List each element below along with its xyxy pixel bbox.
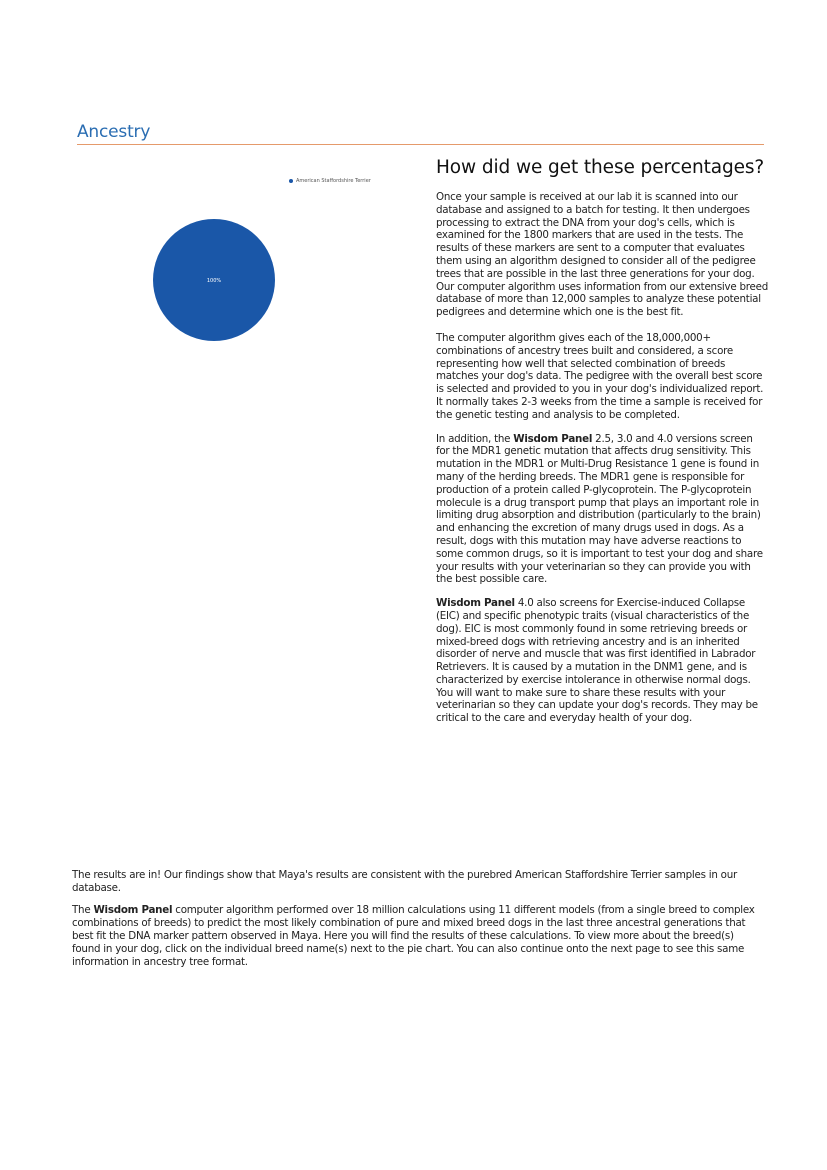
results-paragraph-1: The results are in! Our findings show that Maya's results are consistent with the purebred American Staffordshire Terrier samples in our database. [72, 869, 737, 894]
results-p2-lead: The [72, 904, 94, 916]
pie-chart-svg [150, 170, 390, 360]
info-p4-body: 4.0 also screens for Exercise-induced Collapse (EIC) and specific phenotypic traits (visual characteristics of the dog). EIC is most commonly found in some retrieving breeds or mixed-breed dogs with retrieving ancestry and is an inherited disorder of nerve and muscle that was first identified in Labrador Retrievers. It is caused by a mutation in the DNM1 gene, and is characterized by exercise intolerance in otherwise normal dogs. You will want to make sure to share these results with your veterinarian so they can update your dog's records. They may be critical to the care and everyday health of your dog. [436, 597, 758, 725]
legend-item-label[interactable]: American Staffordshire Terrier [296, 178, 371, 184]
info-paragraph-4 [436, 597, 768, 725]
results-p2-body: computer algorithm performed over 18 million calculations using 11 different models (from a single breed to complex combinations of breeds) to predict the most likely combination of pure and mixed breed dogs in the last three ancestral generations that best fit the DNA marker pattern observed in Maya. Here you will find the results of these calculations. To view more about the breed(s) found in your dog, click on the individual breed name(s) next to the pie chart. You can also continue onto the next page to see this same information in ancestry tree format. [72, 904, 755, 968]
info-p4-brand: Wisdom Panel [436, 597, 515, 610]
pie-slice-label: 100% [206, 278, 222, 284]
ancestry-pie-chart [150, 170, 390, 360]
results-paragraph-2 [72, 904, 762, 969]
info-paragraph-3 [436, 433, 768, 587]
section-divider [77, 144, 764, 145]
info-paragraph-1: Once your sample is received at our lab it is scanned into our database and assigned to a batch for testing. It then undergoes processing to extract the DNA from your dog's cells, which is examined for the 1800 markers that are used in the tests. The results of these markers are sent to a computer that evaluates them using an algorithm designed to consider all of the pedigree trees that are possible in the last three generations for your dog. Our computer algorithm uses information from our extensive breed database of more than 12,000 samples to analyze these potential pedigrees and determine which one is the best fit. [436, 191, 768, 319]
chart-legend [296, 178, 396, 184]
info-p3-body: 2.5, 3.0 and 4.0 versions screen for the MDR1 genetic mutation that affects drug sensitivity. This mutation in the MDR1 or Multi-Drug Resistance 1 gene is found in many of the herding breeds. The MDR1 gene is responsible for production of a protein called P-glycoprotein. The P-glycoprotein molecule is a drug transport pump that plays an important role in limiting drug absorption and distribution (particularly to the brain) and enhancing the excretion of many drugs used in dogs. As a result, dogs with this mutation may have adverse reactions to some common drugs, so it is important to test your dog and share your results with your veterinarian so they can provide you with the best possible care. [436, 432, 763, 586]
results-summary [72, 869, 762, 978]
section-title: Ancestry [77, 122, 151, 142]
info-p3-lead: In addition, the [436, 432, 514, 445]
legend-swatch [289, 179, 293, 183]
info-column [436, 157, 768, 736]
info-p3-brand: Wisdom Panel [513, 432, 593, 445]
results-p2-brand: Wisdom Panel [93, 904, 173, 916]
info-paragraph-2: The computer algorithm gives each of the 18,000,000+ combinations of ancestry trees built and considered, a score representing how well that selected combination of breeds matches your dog's data. The pedigree with the overall best score is selected and provided to you in your dog's individualized report. It normally takes 2-3 weeks from the time a sample is received for the genetic testing and analysis to be completed. [436, 331, 764, 421]
info-heading: How did we get these percentages? [436, 157, 765, 178]
